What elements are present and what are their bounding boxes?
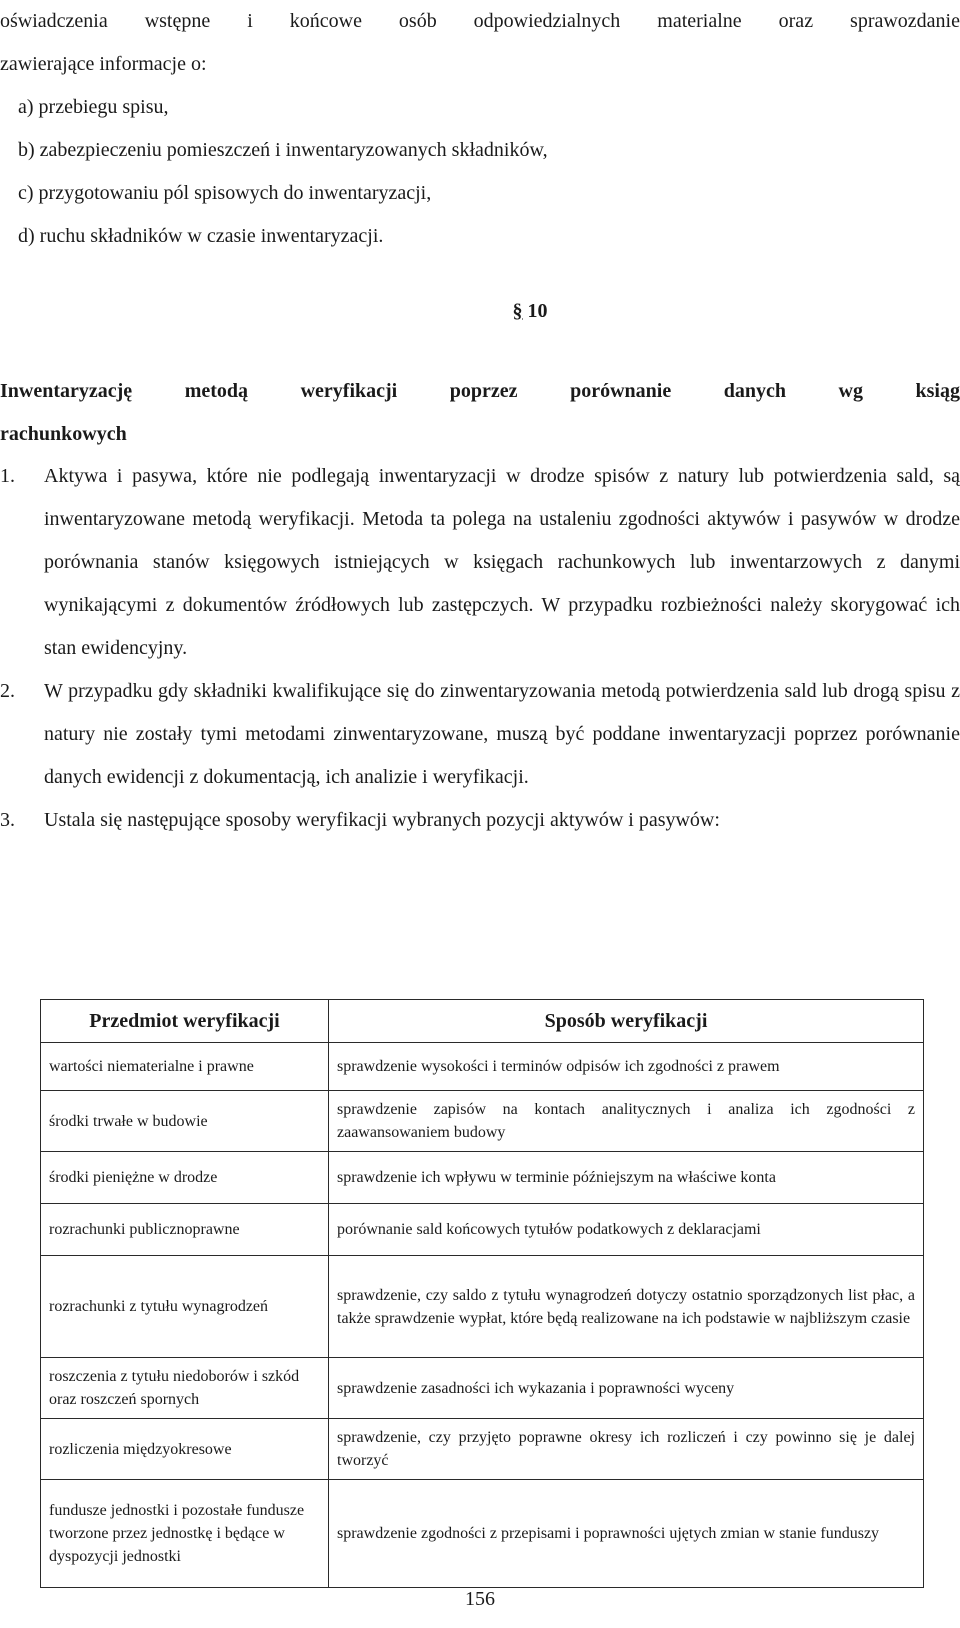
intro-line: zawierające informacje o: bbox=[0, 53, 207, 75]
table-cell-subject: wartości niematerialne i prawne bbox=[41, 1043, 329, 1091]
section-heading-line: Inwentaryzację metodą weryfikacji poprzez porównanie danych wg ksiąg bbox=[0, 380, 960, 402]
point-number: 2. bbox=[0, 680, 15, 702]
intro-list-item: d) ruchu składników w czasie inwentaryzacji. bbox=[18, 225, 384, 247]
section-number-value: 10 bbox=[522, 300, 548, 322]
intro-list-item: a) przebiegu spisu, bbox=[18, 96, 169, 118]
table-cell-method: sprawdzenie zgodności z przepisami i poprawności ujętych zmian w stanie funduszy bbox=[329, 1480, 924, 1588]
table-header-subject: Przedmiot weryfikacji bbox=[41, 1000, 329, 1043]
table-row bbox=[41, 1358, 924, 1419]
page-number: 156 bbox=[465, 1588, 495, 1610]
point-text: Ustala się następujące sposoby weryfikacji wybranych pozycji aktywów i pasywów: bbox=[44, 809, 720, 831]
table-cell-method: sprawdzenie, czy przyjęto poprawne okresy ich rozliczeń i czy powinno się je dalej tworzyć bbox=[329, 1419, 924, 1480]
table-cell-method: porównanie sald końcowych tytułów podatkowych z deklaracjami bbox=[329, 1204, 924, 1256]
intro-list-item: b) zabezpieczeniu pomieszczeń i inwentaryzowanych składników, bbox=[18, 139, 548, 161]
table-row bbox=[41, 1480, 924, 1588]
table-header-method: Sposób weryfikacji bbox=[329, 1000, 924, 1043]
table-row bbox=[41, 1204, 924, 1256]
table-row bbox=[41, 1091, 924, 1152]
table-cell-method: sprawdzenie, czy saldo z tytułu wynagrodzeń dotyczy ostatnio sporządzonych list płac, a także sprawdzenie wypłat, które będą realizowane na ich podstawie w najbliższym czasie bbox=[329, 1256, 924, 1358]
table-cell-subject: roszczenia z tytułu niedoborów i szkód oraz roszczeń spornych bbox=[41, 1358, 329, 1419]
table-cell-subject: rozrachunki z tytułu wynagrodzeń bbox=[41, 1256, 329, 1358]
table-cell-method: sprawdzenie ich wpływu w terminie późniejszym na właściwe konta bbox=[329, 1152, 924, 1204]
table-cell-subject: rozrachunki publicznoprawne bbox=[41, 1204, 329, 1256]
table-cell-subject: rozliczenia międzyokresowe bbox=[41, 1419, 329, 1480]
numbered-point bbox=[0, 799, 960, 842]
point-text: W przypadku gdy składniki kwalifikujące się do zinwentaryzowania metodą potwierdzenia sald lub drogą spisu z natury nie zostały tymi metodami zinwentaryzowane, muszą być poddane inwentaryzacji poprzez porównanie danych ewidencji z dokumentacją, ich analizie i weryfikacji. bbox=[44, 680, 960, 788]
section-sign: § bbox=[512, 300, 523, 322]
table-row bbox=[41, 1256, 924, 1358]
numbered-point bbox=[0, 670, 960, 799]
point-number: 3. bbox=[0, 809, 15, 831]
numbered-point bbox=[0, 455, 960, 670]
intro-line: oświadczenia wstępne i końcowe osób odpowiedzialnych materialne oraz sprawozdanie bbox=[0, 10, 960, 32]
section-heading-line: rachunkowych bbox=[0, 423, 127, 445]
section-number bbox=[0, 300, 960, 323]
table-cell-subject: środki trwałe w budowie bbox=[41, 1091, 329, 1152]
verification-table bbox=[40, 999, 924, 1588]
table-cell-method: sprawdzenie wysokości i terminów odpisów ich zgodności z prawem bbox=[329, 1043, 924, 1091]
point-number: 1. bbox=[0, 465, 15, 487]
table-row bbox=[41, 1419, 924, 1480]
intro-list-item: c) przygotowaniu pól spisowych do inwentaryzacji, bbox=[18, 182, 432, 204]
numbered-points bbox=[0, 455, 960, 842]
table-cell-subject: fundusze jednostki i pozostałe fundusze tworzone przez jednostkę i będące w dyspozycji jednostki bbox=[41, 1480, 329, 1588]
section-heading bbox=[0, 370, 960, 456]
table-header-row bbox=[41, 1000, 924, 1043]
table-cell-method: sprawdzenie zasadności ich wykazania i poprawności wyceny bbox=[329, 1358, 924, 1419]
table-row bbox=[41, 1152, 924, 1204]
intro-block bbox=[0, 0, 960, 258]
table-cell-method: sprawdzenie zapisów na kontach analitycznych i analiza ich zgodności z zaawansowaniem budowy bbox=[329, 1091, 924, 1152]
point-text: Aktywa i pasywa, które nie podlegają inwentaryzacji w drodze spisów z natury lub potwierdzenia sald, są inwentaryzowane metodą weryfikacji. Metoda ta polega na ustaleniu zgodności aktywów i pasywów w drodze porównania stanów księgowych istniejących w księgach rachunkowych lub inwentarzowych z danymi wynikającymi z dokumentów źródłowych lub zastępczych. W przypadku rozbieżności należy skorygować ich stan ewidencyjny. bbox=[44, 465, 960, 659]
table-cell-subject: środki pieniężne w drodze bbox=[41, 1152, 329, 1204]
table-row bbox=[41, 1043, 924, 1091]
